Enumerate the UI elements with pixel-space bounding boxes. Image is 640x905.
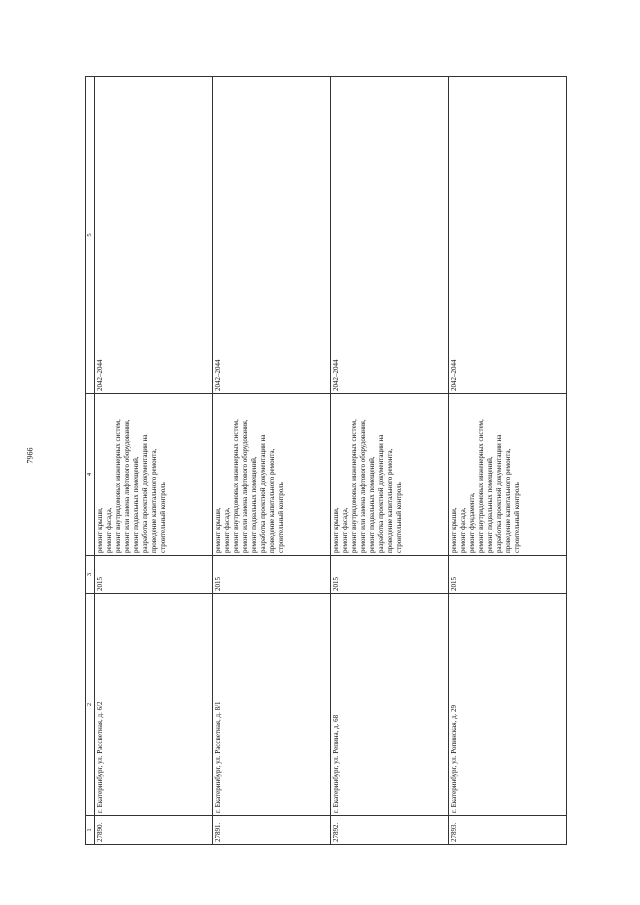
row-number: 27892. <box>331 816 449 845</box>
work-item: ремонт фасада, <box>459 507 467 553</box>
row-period <box>213 77 331 394</box>
work-item: ремонт или замена лифтового оборудования, <box>123 419 131 553</box>
work-item: проведение капитального ремонта, <box>150 448 158 553</box>
row-address: г. Екатеринбург, ул. Ропинская, д. 29 <box>449 594 567 816</box>
work-item: строительный контроль <box>395 482 403 553</box>
work-item: строительный контроль <box>159 482 167 553</box>
row-period <box>331 77 449 394</box>
table-row <box>449 77 567 845</box>
work-item: ремонт фасада, <box>223 507 231 553</box>
table-row <box>95 77 213 845</box>
row-address: г. Екатеринбург, ул. Рассветная, д. 6/2 <box>95 594 213 816</box>
work-item: ремонт внутридомовых инженерных систем, <box>350 419 358 553</box>
row-period <box>95 77 213 394</box>
work-item: строительный контроль <box>513 482 521 553</box>
work-item: разработка проектной документации на <box>377 434 385 553</box>
work-item: ремонт внутридомовых инженерных систем, <box>114 419 122 553</box>
work-item: проведение капитального ремонта, <box>504 448 512 553</box>
work-item: разработка проектной документации на <box>495 434 503 553</box>
work-item: ремонт подвальных помещений, <box>250 456 258 553</box>
work-item: строительный контроль <box>277 482 285 553</box>
work-item: ремонт внутридомовых инженерных систем, <box>477 419 485 553</box>
work-item: ремонт подвальных помещений, <box>486 456 494 553</box>
column-header: 1 <box>86 816 95 845</box>
row-year: 2015 <box>95 556 213 594</box>
work-item: проведение капитального ремонта, <box>268 448 276 553</box>
row-period <box>449 77 567 394</box>
work-item: разработка проектной документации на <box>141 434 149 553</box>
row-works <box>331 394 449 556</box>
work-item: проведение капитального ремонта, <box>386 448 394 553</box>
row-year: 2015 <box>331 556 449 594</box>
period-value: 2042–2044 <box>214 359 222 391</box>
work-item: ремонт фасада, <box>341 507 349 553</box>
work-item: ремонт крыши, <box>450 507 458 553</box>
column-header: 4 <box>86 394 95 556</box>
work-item: ремонт фундамента, <box>468 492 476 553</box>
work-item: ремонт или замена лифтового оборудования, <box>241 419 249 553</box>
table-row <box>331 77 449 845</box>
work-item: ремонт крыши, <box>214 507 222 553</box>
column-number-header-row <box>86 77 95 845</box>
work-item: разработка проектной документации на <box>259 434 267 553</box>
work-item: ремонт или замена лифтового оборудования, <box>359 419 367 553</box>
page-number: 7966 <box>25 447 35 464</box>
row-number: 27890. <box>95 816 213 845</box>
column-header: 3 <box>86 556 95 594</box>
row-works <box>213 394 331 556</box>
work-item: ремонт крыши, <box>96 507 104 553</box>
period-value: 2042–2044 <box>96 359 104 391</box>
work-item: ремонт подвальных помещений, <box>368 456 376 553</box>
row-number: 27893. <box>449 816 567 845</box>
row-works <box>449 394 567 556</box>
row-address: г. Екатеринбург, ул. Рассветная, д. 8/1 <box>213 594 331 816</box>
row-year: 2015 <box>213 556 331 594</box>
work-item: ремонт крыши, <box>332 507 340 553</box>
row-works <box>95 394 213 556</box>
period-value: 2042–2044 <box>450 359 458 391</box>
column-header: 2 <box>86 594 95 816</box>
column-header: 5 <box>86 77 95 394</box>
rotated-table-wrapper <box>85 77 542 845</box>
table-row <box>213 77 331 845</box>
row-address: г. Екатеринбург, ул. Репина, д. 68 <box>331 594 449 816</box>
row-year: 2015 <box>449 556 567 594</box>
work-item: ремонт фасада, <box>105 507 113 553</box>
row-number: 27891. <box>213 816 331 845</box>
period-value: 2042–2044 <box>332 359 340 391</box>
work-item: ремонт внутридомовых инженерных систем, <box>232 419 240 553</box>
work-item: ремонт подвальных помещений, <box>132 456 140 553</box>
repair-schedule-table <box>85 76 567 845</box>
